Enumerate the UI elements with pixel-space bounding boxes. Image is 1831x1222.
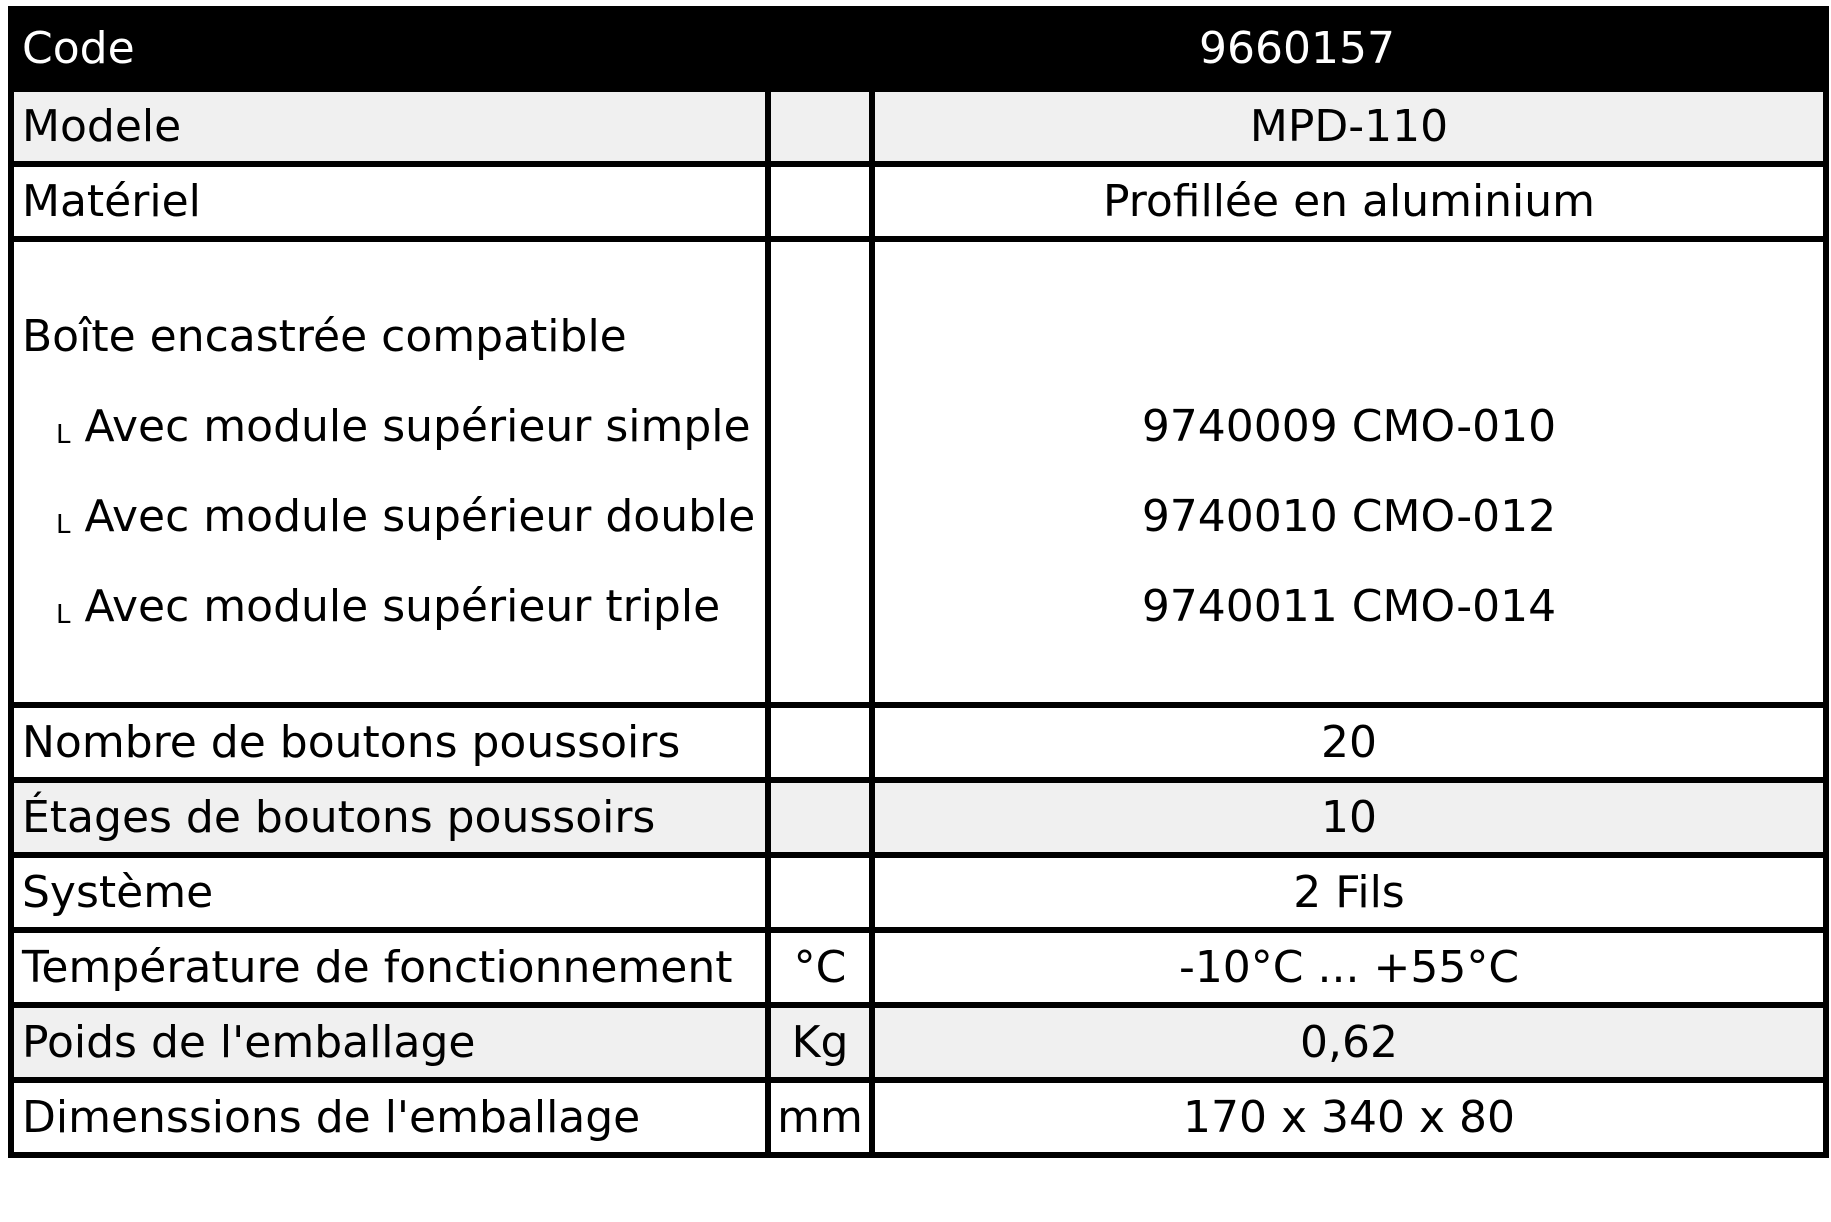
row-unit: [768, 855, 872, 930]
sub-item-label: Avec module supérieur simple: [84, 401, 751, 452]
row-value: Profillée en aluminium: [872, 164, 1826, 239]
compatible-item-simple: [22, 382, 757, 472]
sub-item-label: Avec module supérieur double: [84, 491, 756, 542]
row-value: 2 Fils: [872, 855, 1826, 930]
compatible-box-unit: [768, 239, 872, 705]
row-label: Dimenssions de l'emballage: [11, 1080, 768, 1155]
row-compatible-box: [11, 239, 1826, 705]
spec-sheet: [8, 6, 1823, 1210]
row-unit: [768, 705, 872, 780]
row-unit: [768, 89, 872, 164]
row-modele: [11, 89, 1826, 164]
row-value: -10°C ... +55°C: [872, 930, 1826, 1005]
row-temperature: [11, 930, 1826, 1005]
row-unit: Kg: [768, 1005, 872, 1080]
compatible-value-simple: 9740009 CMO-010: [1141, 401, 1557, 452]
row-value: 10: [872, 780, 1826, 855]
row-dimensions-emballage: [11, 1080, 1826, 1155]
code-label: Code: [11, 9, 768, 89]
row-value: 170 x 340 x 80: [872, 1080, 1826, 1155]
row-materiel: [11, 164, 1826, 239]
row-label: Modele: [11, 89, 768, 164]
compatible-value-double: 9740010 CMO-012: [1141, 491, 1557, 542]
compatible-box-labels: [11, 239, 768, 705]
spec-table: [8, 6, 1829, 1158]
compatible-box-values: [872, 239, 1826, 705]
row-poids-emballage: [11, 1005, 1826, 1080]
row-value: MPD-110: [872, 89, 1826, 164]
sub-item-label: Avec module supérieur triple: [84, 581, 721, 632]
sub-item-marker: L: [56, 510, 71, 540]
row-value: 20: [872, 705, 1826, 780]
compatible-item-double: [22, 472, 757, 562]
row-label: Étages de boutons poussoirs: [11, 780, 768, 855]
row-etages-boutons: [11, 780, 1826, 855]
row-label: Matériel: [11, 164, 768, 239]
compatible-value-triple: 9740011 CMO-014: [1141, 581, 1557, 632]
row-label: Température de fonctionnement: [11, 930, 768, 1005]
row-label: Poids de l'emballage: [11, 1005, 768, 1080]
compatible-box-title: Boîte encastrée compatible: [22, 311, 627, 362]
row-unit: mm: [768, 1080, 872, 1155]
sub-item-marker: L: [56, 420, 71, 450]
row-label: Nombre de boutons poussoirs: [11, 705, 768, 780]
row-unit: [768, 780, 872, 855]
row-value: 0,62: [872, 1005, 1826, 1080]
row-nombre-boutons: [11, 705, 1826, 780]
header-row: [11, 9, 1826, 89]
row-unit: °C: [768, 930, 872, 1005]
code-value: 9660157: [768, 9, 1826, 89]
compatible-item-triple: [22, 562, 757, 652]
sub-item-marker: L: [56, 600, 71, 630]
row-unit: [768, 164, 872, 239]
row-label: Système: [11, 855, 768, 930]
row-systeme: [11, 855, 1826, 930]
